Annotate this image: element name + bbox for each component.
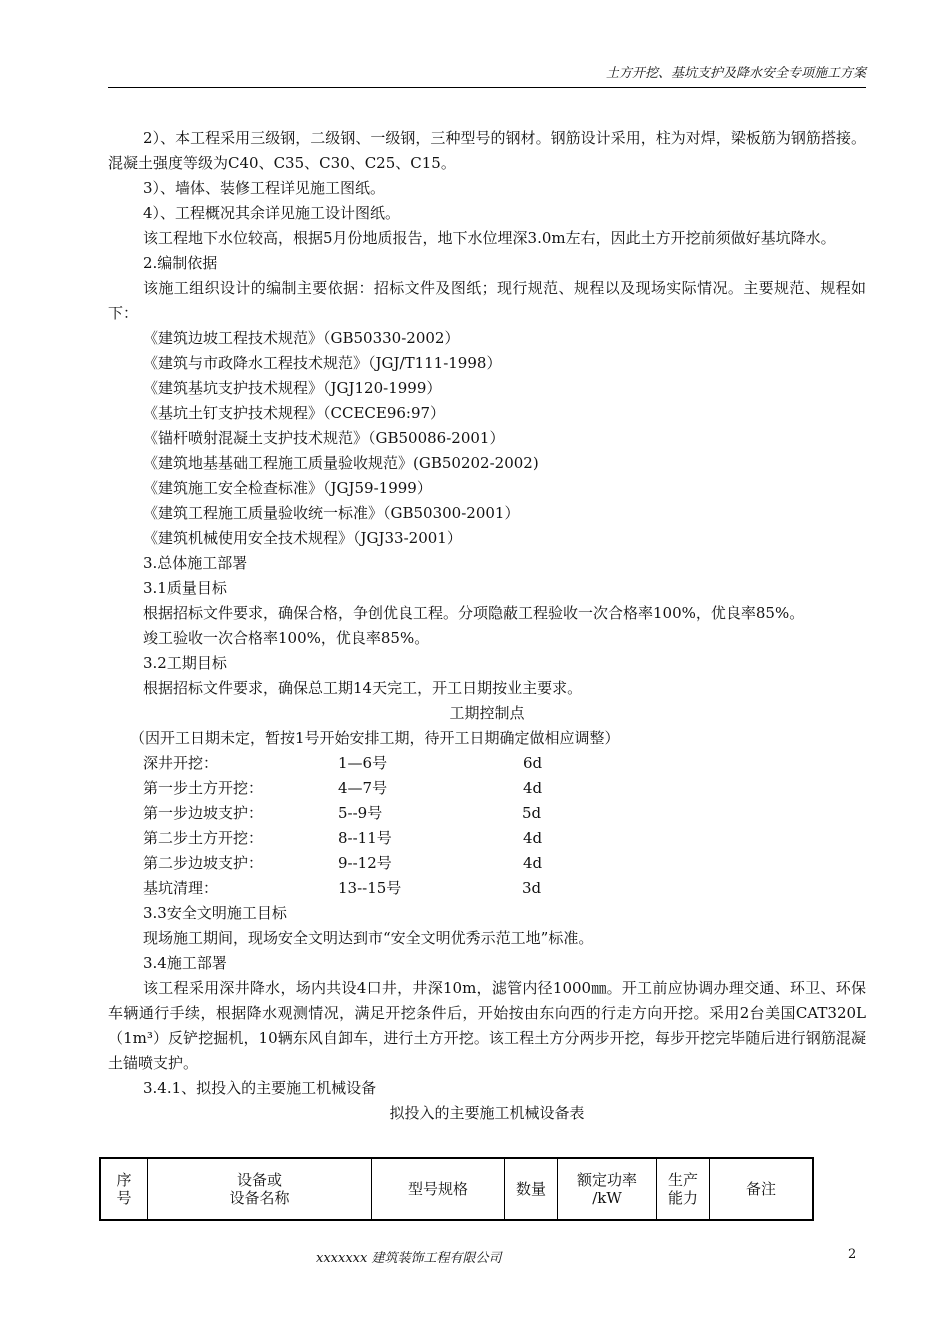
schedule-row — [108, 776, 866, 801]
section-heading-quality: 3.1质量目标 — [143, 579, 227, 597]
header-seq — [100, 1158, 148, 1220]
document-body — [108, 126, 866, 1126]
standard-item: 《建筑基坑支护技术规程》（JGJ120-1999） — [143, 379, 442, 397]
header-equipment-name — [148, 1158, 372, 1220]
section-heading-basis: 2.编制依据 — [143, 254, 218, 272]
schedule-row — [108, 751, 866, 776]
header-seq-line1: 序 — [116, 1171, 132, 1189]
standard-item: 《建筑机械使用安全技术规程》（JGJ33-2001） — [143, 529, 462, 547]
paragraph-quality-a: 根据招标文件要求，确保合格，争创优良工程。分项隐蔽工程验收一次合格率100%，优良率85%。 — [143, 604, 805, 622]
header-capacity-line2: 能力 — [667, 1189, 698, 1207]
header-power-line1: 额定功率 — [576, 1171, 637, 1189]
paragraph-safety: 现场施工期间，现场安全文明达到市“安全文明优秀示范工地”标准。 — [143, 929, 594, 947]
paragraph-other: 4）、工程概况其余详见施工设计图纸。 — [143, 204, 401, 222]
header-model: 型号规格 — [372, 1158, 505, 1220]
equipment-table — [99, 1157, 814, 1221]
paragraph-groundwater: 该工程地下水位较高，根据5月份地质报告，地下水位埋深3.0m左右，因此土方开挖前须做好基坑降水。 — [143, 229, 836, 247]
schedule-task: 第一步边坡支护： — [143, 804, 264, 822]
schedule-dates: 9--12号 — [338, 854, 392, 872]
schedule-task: 第二步土方开挖： — [143, 829, 264, 847]
section-heading-plan: 3.4施工部署 — [143, 954, 227, 972]
paragraph-walls: 3）、墙体、装修工程详见施工图纸。 — [143, 179, 386, 197]
header-name-line2: 设备名称 — [229, 1189, 290, 1207]
header-power-line2: /kW — [592, 1189, 622, 1207]
standard-item: 《锚杆喷射混凝土支护技术规范》（GB50086-2001） — [143, 429, 505, 447]
standard-item: 《建筑施工安全检查标准》（JGJ59-1999） — [143, 479, 432, 497]
header-note: 备注 — [710, 1158, 814, 1220]
schedule-dates: 13--15号 — [338, 879, 402, 897]
section-heading-safety: 3.3安全文明施工目标 — [143, 904, 287, 922]
standard-item: 《基坑土钉支护技术规程》（CCECE96:97） — [143, 404, 446, 422]
header-capacity — [657, 1158, 710, 1220]
schedule-row — [108, 826, 866, 851]
schedule-note: （因开工日期未定，暂按1号开始安排工期，待开工日期确定做相应调整） — [130, 729, 620, 747]
header-name-line1: 设备或 — [236, 1171, 282, 1189]
schedule-duration: 6d — [523, 754, 543, 772]
equipment-table-title: 拟投入的主要施工机械设备表 — [389, 1104, 585, 1122]
section-heading-equipment: 3.4.1、拟投入的主要施工机械设备 — [143, 1079, 377, 1097]
page-header — [108, 62, 866, 88]
schedule-task: 深井开挖： — [143, 754, 219, 772]
schedule-task: 第一步土方开挖： — [143, 779, 264, 797]
standard-item: 《建筑地基基础工程施工质量验收规范》(GB50202-2002) — [143, 454, 539, 472]
section-heading-deployment: 3.总体施工部署 — [143, 554, 248, 572]
schedule-dates: 5--9号 — [338, 804, 383, 822]
section-heading-schedule: 3.2工期目标 — [143, 654, 227, 672]
paragraph-basis: 该施工组织设计的编制主要依据：招标文件及图纸；现行规范、规程以及现场实际情况。主要规范、规程如下： — [108, 279, 866, 322]
schedule-task: 基坑清理： — [143, 879, 219, 897]
standard-item: 《建筑边坡工程技术规范》（GB50330-2002） — [143, 329, 460, 347]
schedule-task: 第二步边坡支护： — [143, 854, 264, 872]
schedule-dates: 4—7号 — [338, 779, 388, 797]
schedule-row — [108, 851, 866, 876]
header-seq-line2: 号 — [116, 1189, 132, 1207]
header-capacity-line1: 生产 — [667, 1171, 698, 1189]
standard-item: 《建筑工程施工质量验收统一标准》（GB50300-2001） — [143, 504, 520, 522]
footer-company: xxxxxxx 建筑装饰工程有限公司 — [316, 1251, 502, 1266]
header-title: 土方开挖、基坑支护及降水安全专项施工方案 — [605, 66, 866, 81]
schedule-row — [108, 876, 866, 901]
paragraph-schedule: 根据招标文件要求，确保总工期14天完工，开工日期按业主要求。 — [143, 679, 583, 697]
header-quantity: 数量 — [505, 1158, 558, 1220]
schedule-duration: 4d — [523, 854, 543, 872]
header-power — [558, 1158, 657, 1220]
schedule-row — [108, 801, 866, 826]
schedule-duration: 5d — [522, 804, 542, 822]
paragraph-quality-b: 竣工验收一次合格率100%，优良率85%。 — [143, 629, 430, 647]
table-header-row — [100, 1158, 813, 1220]
paragraph-plan: 该工程采用深井降水，场内共设4口井，井深10m，滤管内径1000㎜。开工前应协调办理交通、环卫、环保车辆通行手续，根据降水观测情况，满足开挖条件后，开始按由东向西的行走方向开挖。采用2台美国CAT320L（1m³）反铲挖掘机，10辆东风自卸车，进行土方开挖。该工程土方分两步开挖，每步开挖完毕随后进行钢筋混凝土锚喷支护。 — [108, 979, 866, 1072]
paragraph-steel: 2）、本工程采用三级钢，二级钢、一级钢，三种型号的钢材。钢筋设计采用，柱为对焊，梁板筋为钢筋搭接。混凝土强度等级为C40、C35、C30、C25、C15。 — [108, 129, 866, 172]
schedule-dates: 8--11号 — [338, 829, 392, 847]
page-number: 2 — [848, 1247, 857, 1262]
schedule-dates: 1—6号 — [338, 754, 388, 772]
standard-item: 《建筑与市政降水工程技术规范》（JGJ/T111-1998） — [143, 354, 502, 372]
schedule-duration: 4d — [523, 779, 543, 797]
schedule-duration: 4d — [523, 829, 543, 847]
schedule-duration: 3d — [522, 879, 542, 897]
schedule-title: 工期控制点 — [449, 704, 525, 722]
